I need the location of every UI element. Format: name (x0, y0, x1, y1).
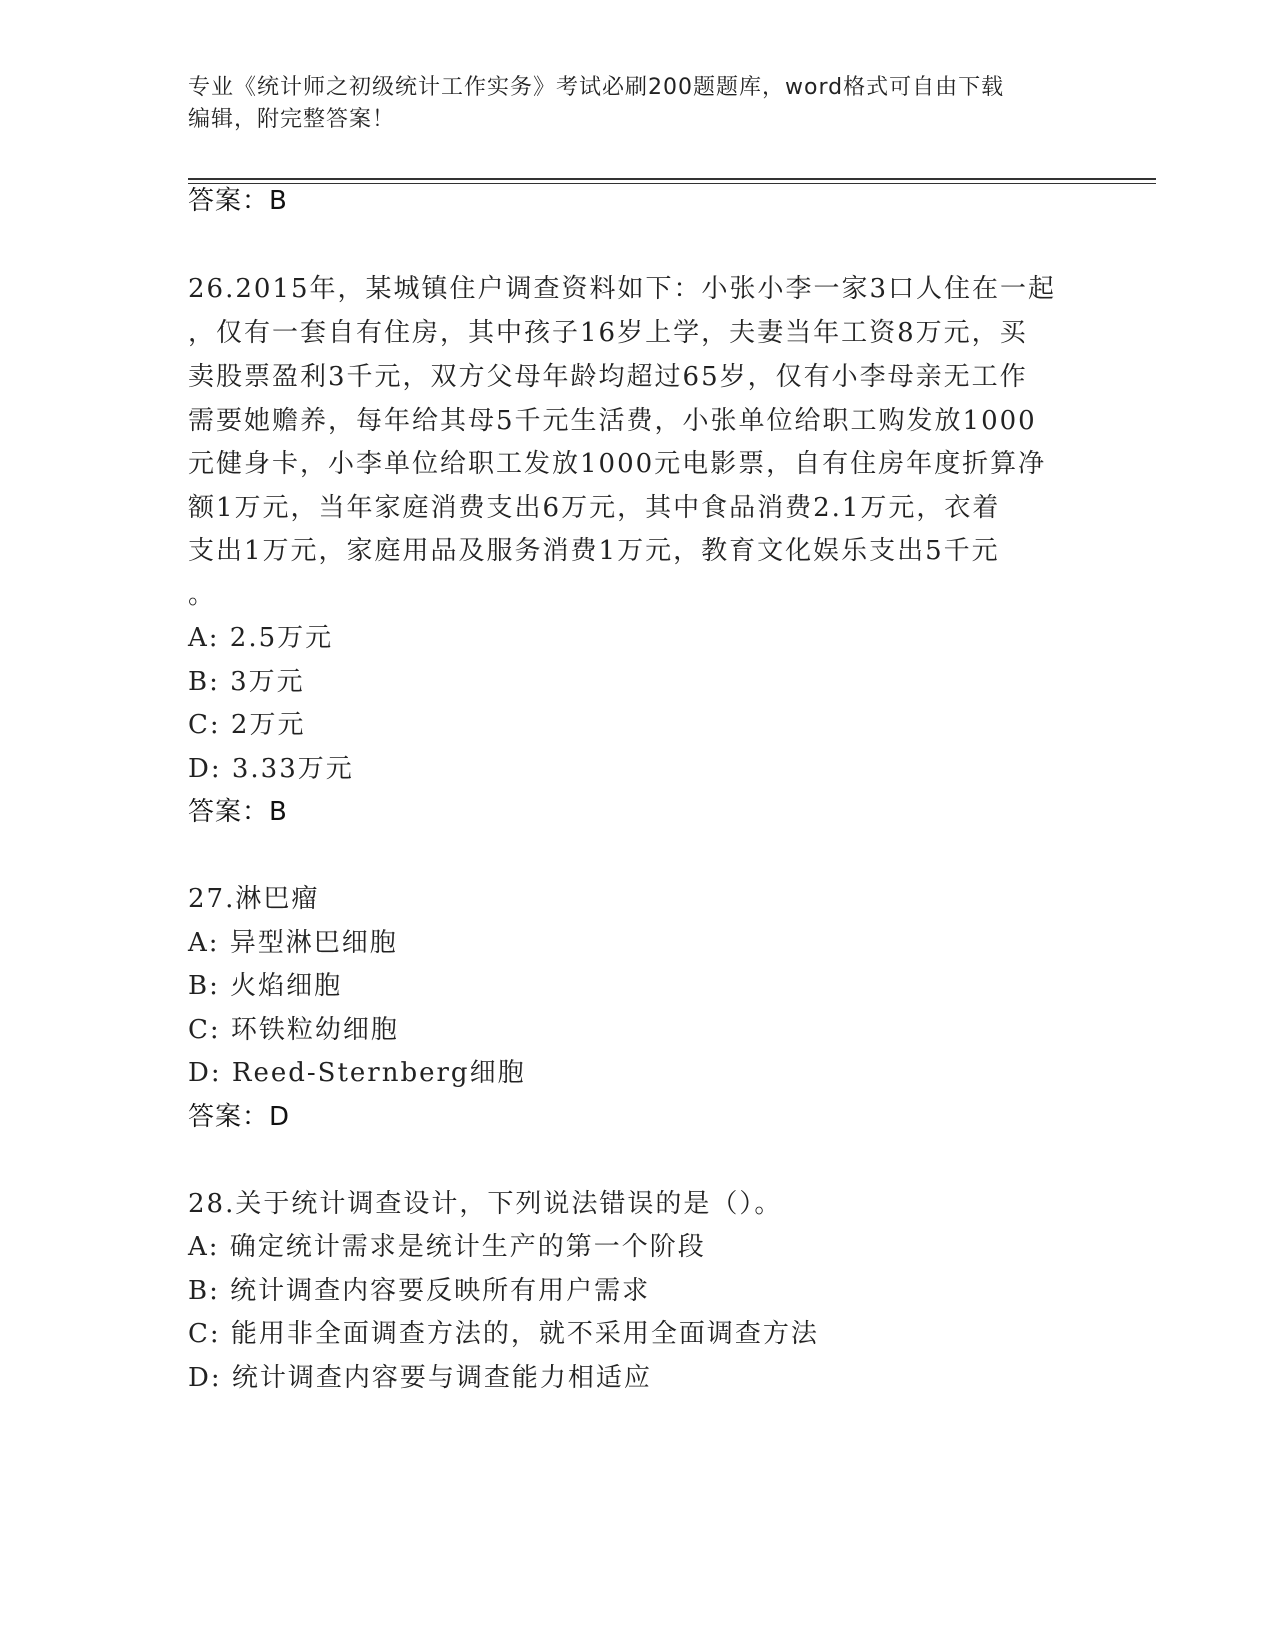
q26-stem-line-7: 支出1万元，家庭用品及服务消费1万元，教育文化娱乐支出5千元 (188, 536, 1000, 566)
q26-option-a: A: 2.5万元 (188, 623, 334, 653)
q27-option-b: B: 火焰细胞 (188, 971, 343, 1001)
q27-stem: 27.淋巴瘤 (188, 884, 320, 914)
header-divider-thick (188, 178, 1156, 180)
q26-stem-line-2: ，仅有一套自有住房，其中孩子16岁上学，夫妻当年工资8万元，买 (188, 318, 1028, 348)
q28-option-b: B: 统计调查内容要反映所有用户需求 (188, 1276, 651, 1306)
q28-option-a: A: 确定统计需求是统计生产的第一个阶段 (188, 1232, 706, 1262)
q26-option-b: B: 3万元 (188, 667, 305, 697)
q27-option-a: A: 异型淋巴细胞 (188, 928, 398, 958)
document-header (188, 72, 1088, 136)
q28-option-d: D: 统计调查内容要与调查能力相适应 (188, 1363, 652, 1393)
header-divider-thin (188, 183, 1156, 184)
q26-stem-line-1: 26.2015年，某城镇住户调查资料如下：小张小李一家3口人住在一起 (188, 274, 1057, 304)
previous-answer: 答案：B (188, 186, 288, 216)
q26-option-d: D: 3.33万元 (188, 754, 354, 784)
q26-stem-line-5: 元健身卡，小李单位给职工发放1000元电影票，自有住房年度折算净 (188, 449, 1047, 479)
q26-stem-line-6: 额1万元，当年家庭消费支出6万元，其中食品消费2.1万元，衣着 (188, 493, 1001, 523)
q28-stem: 28.关于统计调查设计，下列说法错误的是（）。 (188, 1189, 783, 1219)
q28-option-c: C: 能用非全面调查方法的，就不采用全面调查方法 (188, 1319, 819, 1349)
q27-option-d: D: Reed-Sternberg细胞 (188, 1058, 526, 1088)
q26-answer: 答案：B (188, 797, 288, 827)
q26-stem-line-3: 卖股票盈利3千元，双方父母年龄均超过65岁，仅有小李母亲无工作 (188, 362, 1028, 392)
q26-stem-line-4: 需要她赡养，每年给其母5千元生活费，小张单位给职工购发放1000 (188, 406, 1037, 436)
header-line-1: 专业《统计师之初级统计工作实务》考试必刷200题题库，word格式可自由下载 (188, 75, 1005, 100)
q26-stem-line-8: 。 (188, 580, 217, 610)
q27-option-c: C: 环铁粒幼细胞 (188, 1015, 399, 1045)
header-line-2: 编辑，附完整答案！ (188, 107, 396, 132)
q26-option-c: C: 2万元 (188, 710, 306, 740)
q27-answer: 答案：D (188, 1102, 291, 1132)
